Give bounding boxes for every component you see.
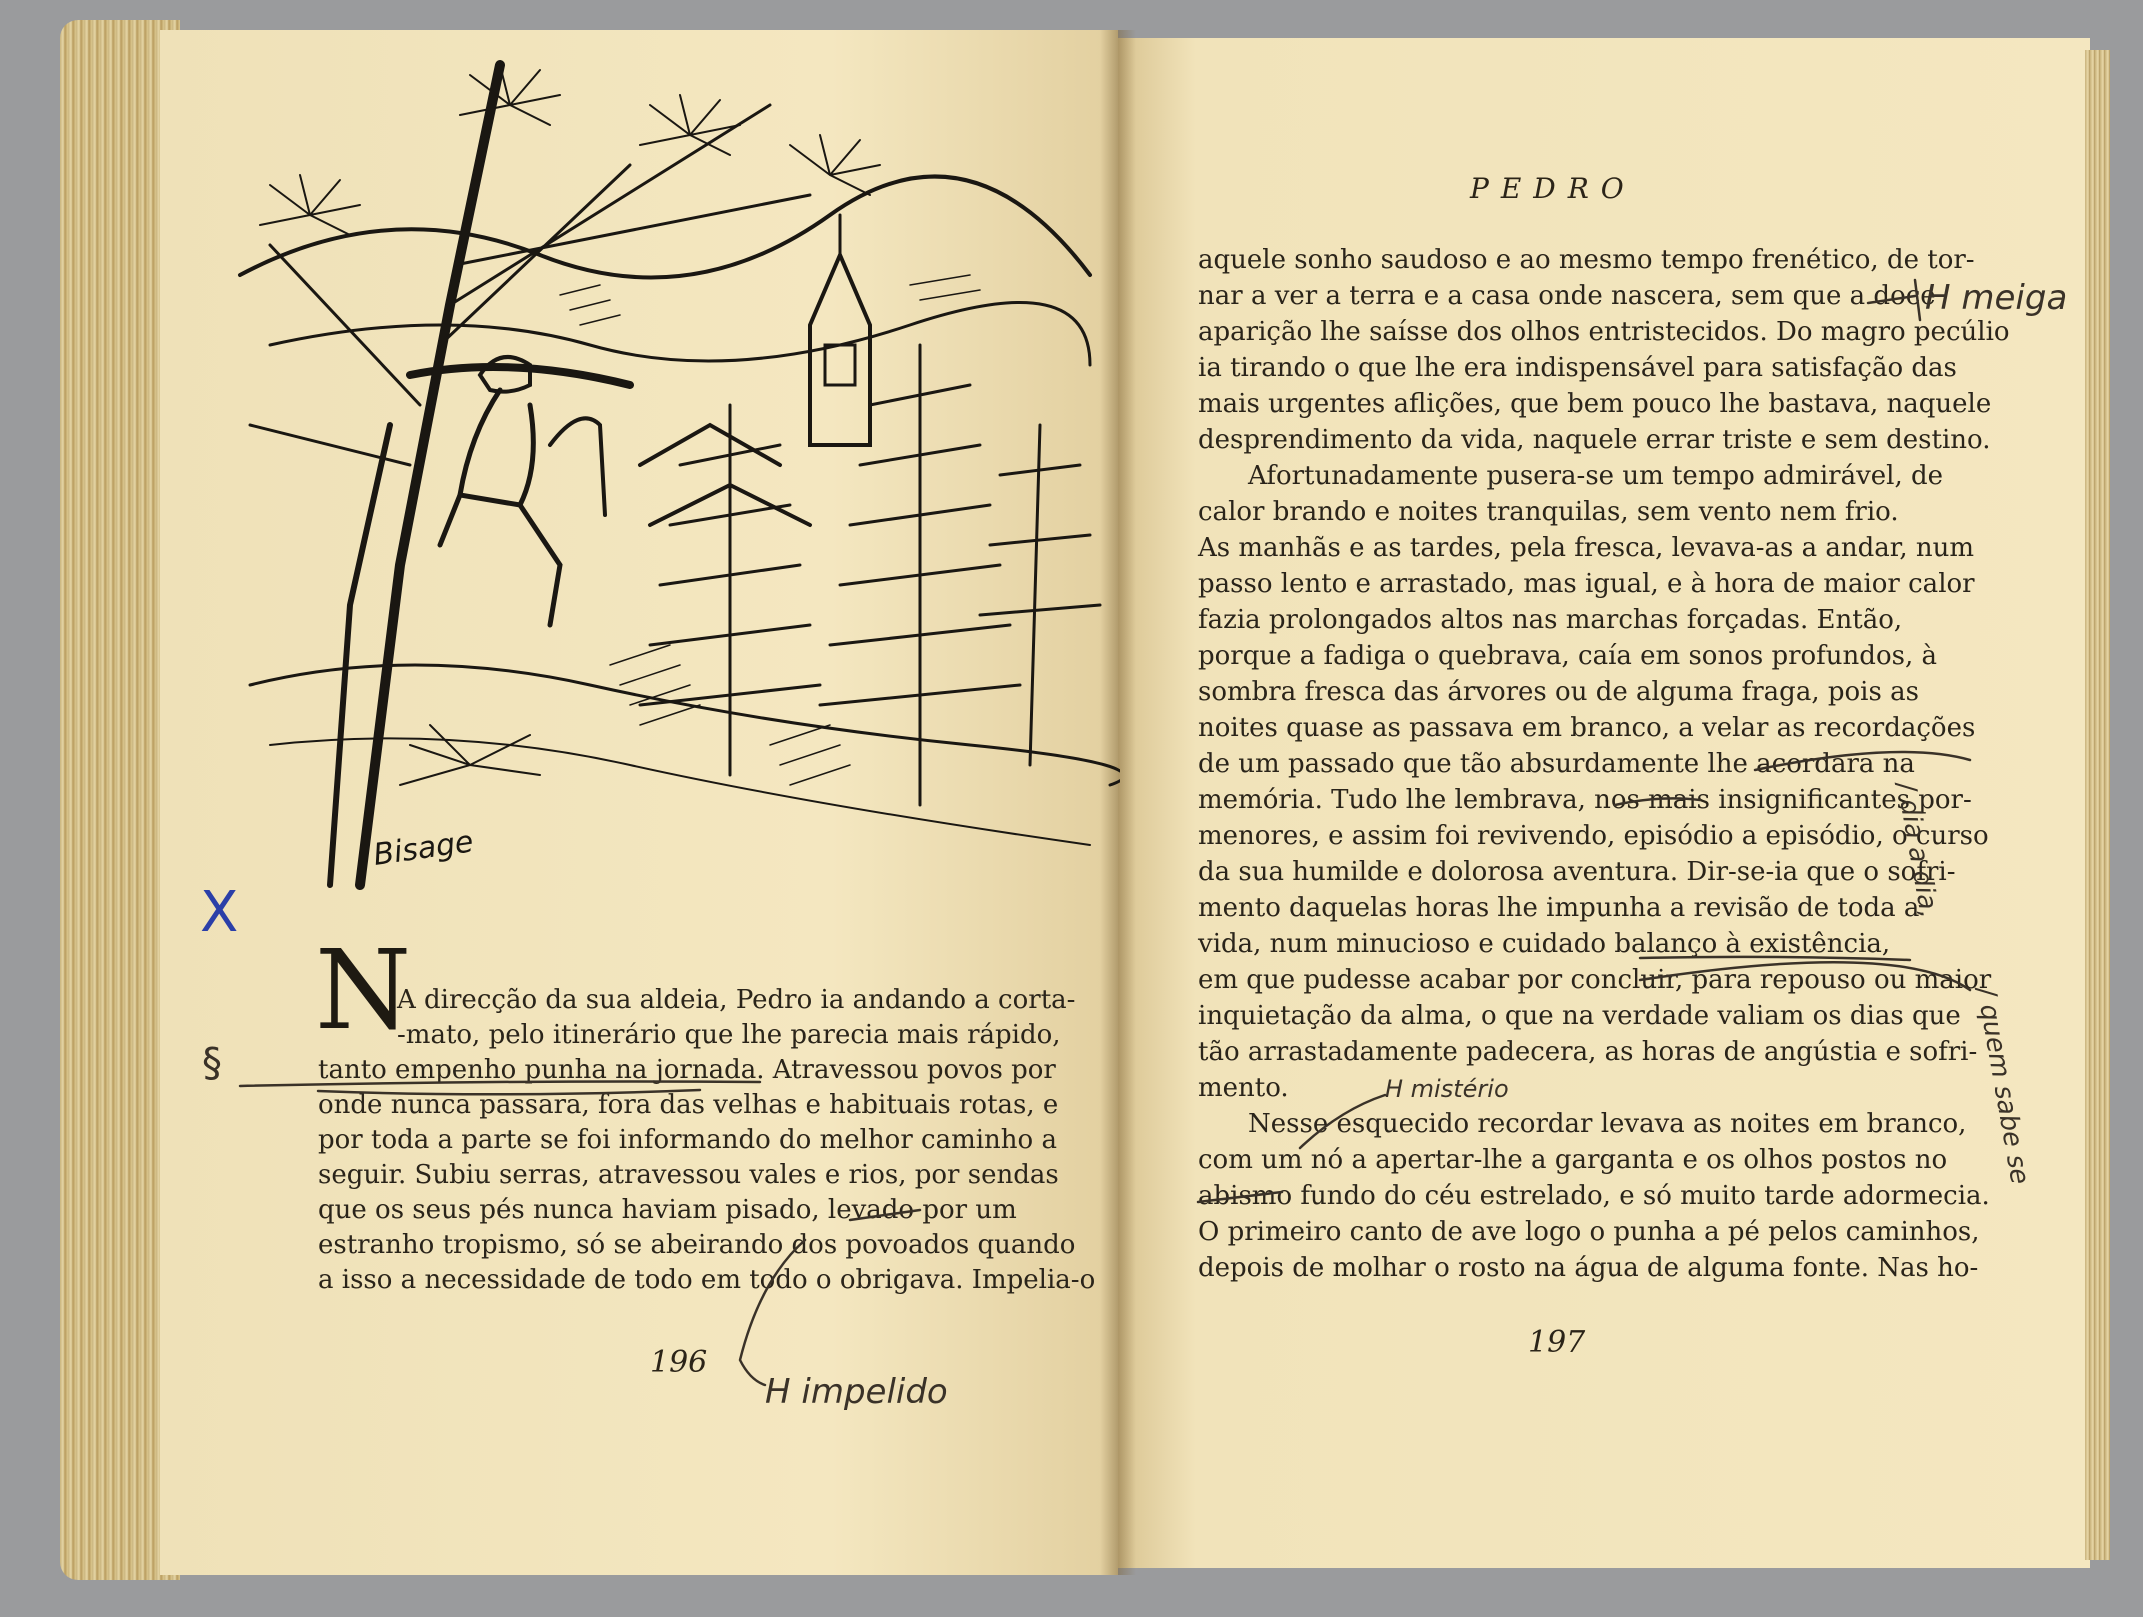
right-line-12: porque a fadiga o quebrava, caía em sonos profundos, à (1198, 641, 1937, 671)
annotation-dia-a-dia: / dia a dia, (1890, 780, 1944, 921)
right-line-17: menores, e assim foi revivendo, episódio a episódio, o curso (1198, 821, 1989, 851)
right-line-4: ia tirando o que lhe era indispensável para satisfação das (1198, 353, 1957, 383)
right-line-8: calor brando e noites tranquilas, sem vento nem frio. (1198, 497, 1899, 527)
annotation-impelido: H impelido (765, 1372, 948, 1412)
right-line-18: da sua humilde e dolorosa aventura. Dir-se-ia que o sofri- (1198, 857, 1956, 887)
right-line-27: abismo fundo do céu estrelado, e só muito tarde adormecia. (1198, 1181, 1990, 1211)
right-line-20: vida, num minucioso e cuidado balanço à existência, (1198, 929, 1891, 959)
woodcut-illustration (210, 45, 1120, 915)
right-line-7: Afortunadamente pusera-se um tempo admirável, de (1248, 461, 1944, 491)
left-line-9: a isso a necessidade de todo em todo o obrigava. Impelia-o (318, 1265, 1096, 1295)
annotation-meiga: H meiga (1925, 278, 2068, 318)
right-line-25: Nesse esquecido recordar levava as noites em branco, (1248, 1109, 1967, 1139)
page-number-left: 196 (650, 1345, 708, 1380)
annotation-section-mark: § (202, 1040, 222, 1086)
right-line-22: inquietação da alma, o que na verdade valiam os dias que (1198, 1001, 1961, 1031)
right-line-15: de um passado que tão absurdamente lhe acordara na (1198, 749, 1915, 779)
right-line-9: As manhãs e as tardes, pela fresca, levava-as a andar, num (1198, 533, 1975, 563)
left-line-2: -mato, pelo itinerário que lhe parecia mais rápido, (397, 1020, 1061, 1050)
right-page-edges (2085, 50, 2110, 1560)
drop-cap: N (315, 926, 412, 1054)
right-line-13: sombra fresca das árvores ou de alguma fraga, pois as (1198, 677, 1919, 707)
running-head: PEDRO (1470, 172, 1636, 205)
right-line-2: nar a ver a terra e a casa onde nascera, sem que a doce (1198, 281, 1936, 311)
right-line-19: mento daquelas horas lhe impunha a revisão de toda a (1198, 893, 1920, 923)
illustration-signature: Bisage (371, 824, 476, 873)
left-line-7: que os seus pés nunca haviam pisado, levado por um (318, 1195, 1017, 1225)
right-line-28: O primeiro canto de ave logo o punha a pé pelos caminhos, (1198, 1217, 1980, 1247)
right-line-6: desprendimento da vida, naquele errar triste e sem destino. (1198, 425, 1991, 455)
right-line-26: com um nó a apertar-lhe a garganta e os olhos postos no (1198, 1145, 1948, 1175)
left-line-5: por toda a parte se foi informando do melhor caminho a (318, 1125, 1057, 1155)
right-line-23: tão arrastadamente padecera, as horas de angústia e sofri- (1198, 1037, 1978, 1067)
annotation-quem-sabe: / quem sabe se (1970, 985, 2035, 1187)
right-line-21: em que pudesse acabar por concluir, para repouso ou maior (1198, 965, 1992, 995)
left-line-3: tanto empenho punha na jornada. Atravessou povos por (318, 1055, 1056, 1085)
right-line-3: aparição lhe saísse dos olhos entristecidos. Do magro pecúlio (1198, 317, 2010, 347)
left-line-4: onde nunca passara, fora das velhas e habituais rotas, e (318, 1090, 1059, 1120)
right-line-11: fazia prolongados altos nas marchas forçadas. Então, (1198, 605, 1903, 635)
right-line-16: memória. Tudo lhe lembrava, nos mais insignificantes por- (1198, 785, 1972, 815)
right-line-1: aquele sonho saudoso e ao mesmo tempo frenético, de tor- (1198, 245, 1975, 275)
right-line-5: mais urgentes aflições, que bem pouco lhe bastava, naquele (1198, 389, 1992, 419)
right-line-29: depois de molhar o rosto na água de alguma fonte. Nas ho- (1198, 1253, 1979, 1283)
left-line-1: A direcção da sua aldeia, Pedro ia andando a corta- (397, 985, 1076, 1015)
right-line-24: mento. (1198, 1073, 1289, 1103)
annotation-misterio: H mistério (1385, 1075, 1509, 1103)
right-line-14: noites quase as passava em branco, a velar as recordações (1198, 713, 1976, 743)
page-number-right: 197 (1528, 1325, 1586, 1360)
annotation-x-mark: X (200, 880, 239, 945)
left-line-8: estranho tropismo, só se abeirando dos povoados quando (318, 1230, 1076, 1260)
left-line-6: seguir. Subiu serras, atravessou vales e rios, por sendas (318, 1160, 1059, 1190)
right-line-10: passo lento e arrastado, mas igual, e à hora de maior calor (1198, 569, 1975, 599)
